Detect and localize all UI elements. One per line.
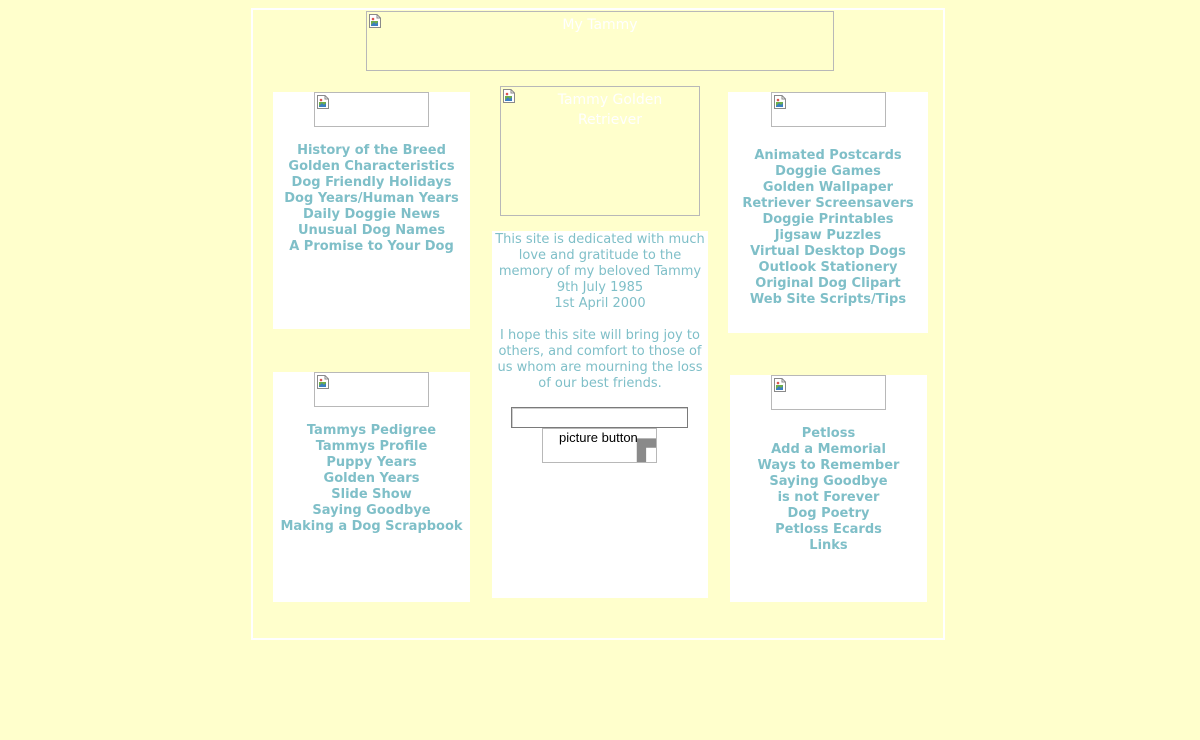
right-top-header-image [771,92,886,127]
link-saying-goodbye[interactable]: Saying Goodbye [312,503,431,518]
link-links[interactable]: Links [809,538,848,553]
link-golden-characteristics[interactable]: Golden Characteristics [288,159,455,174]
message-line: I hope this site will bring joy to [500,328,700,343]
right-top-panel [728,92,928,333]
link-web-site-scripts-tips[interactable]: Web Site Scripts/Tips [749,292,907,307]
header-banner-image [366,11,834,71]
center-text-input[interactable] [511,407,688,428]
broken-image-icon [502,88,516,104]
dedication-date-born: 9th July 1985 [556,280,644,295]
left-top-header-image [314,92,429,127]
picture-button-alt: picture button [559,430,638,445]
link-saying-goodbye-is-not-forever-1[interactable]: Saying Goodbye [769,474,888,489]
link-unusual-dog-names[interactable]: Unusual Dog Names [297,223,446,238]
left-bottom-panel [273,372,470,602]
broken-image-icon [773,94,787,110]
link-daily-doggie-news[interactable]: Daily Doggie News [302,207,441,222]
link-puppy-years[interactable]: Puppy Years [326,455,417,470]
link-dog-poetry[interactable]: Dog Poetry [787,506,870,521]
dedication-text [492,232,708,392]
header-banner-alt: My Tammy [562,17,638,33]
link-doggie-printables[interactable]: Doggie Printables [762,212,894,227]
link-golden-wallpaper[interactable]: Golden Wallpaper [762,180,894,195]
link-original-dog-clipart[interactable]: Original Dog Clipart [755,276,901,291]
link-doggie-games[interactable]: Doggie Games [775,164,881,179]
link-saying-goodbye-is-not-forever-2[interactable]: is not Forever [777,490,880,505]
link-virtual-desktop-dogs[interactable]: Virtual Desktop Dogs [750,244,906,259]
link-tammys-pedigree[interactable]: Tammys Pedigree [306,423,437,438]
link-golden-years[interactable]: Golden Years [323,471,420,486]
link-history-of-the-breed[interactable]: History of the Breed [297,143,446,158]
right-bottom-panel [730,375,927,602]
link-making-a-dog-scrapbook[interactable]: Making a Dog Scrapbook [280,519,463,534]
picture-button[interactable] [542,428,657,463]
link-tammys-profile[interactable]: Tammys Profile [315,439,428,454]
message-line: of our best friends. [538,376,662,391]
link-a-promise-to-your-dog[interactable]: A Promise to Your Dog [289,239,454,254]
left-top-link-list [273,143,470,255]
link-petloss-ecards[interactable]: Petloss Ecards [775,522,882,537]
link-dog-friendly-holidays[interactable]: Dog Friendly Holidays [291,175,452,190]
left-top-panel [273,92,470,329]
link-retriever-screensavers[interactable]: Retriever Screensavers [742,196,914,211]
right-bottom-link-list [730,426,927,554]
link-outlook-stationery[interactable]: Outlook Stationery [758,260,898,275]
link-dog-years-human-years[interactable]: Dog Years/Human Years [284,191,459,206]
message-line: others, and comfort to those of [498,344,702,359]
broken-image-icon [316,374,330,390]
link-animated-postcards[interactable]: Animated Postcards [754,148,902,163]
broken-image-icon [773,377,787,393]
link-slide-show[interactable]: Slide Show [331,487,412,502]
right-top-link-list [728,148,928,308]
right-bottom-header-image [771,375,886,410]
dedication-line: memory of my beloved Tammy [498,264,702,279]
broken-image-icon [316,94,330,110]
center-panel [492,231,708,598]
link-ways-to-remember[interactable]: Ways to Remember [757,458,900,473]
message-line: us whom are mourning the loss [497,360,703,375]
dedication-line: love and gratitude to the [518,248,682,263]
dedication-line: This site is dedicated with much [495,232,705,247]
link-petloss[interactable]: Petloss [801,426,856,441]
link-jigsaw-puzzles[interactable]: Jigsaw Puzzles [774,228,882,243]
dedication-date-passed: 1st April 2000 [554,296,646,311]
tammy-photo-alt: Tammy Golden Retriever [557,92,663,128]
tammy-photo-image [500,86,700,216]
left-bottom-link-list [273,423,470,535]
left-bottom-header-image [314,372,429,407]
link-add-a-memorial[interactable]: Add a Memorial [771,442,886,457]
